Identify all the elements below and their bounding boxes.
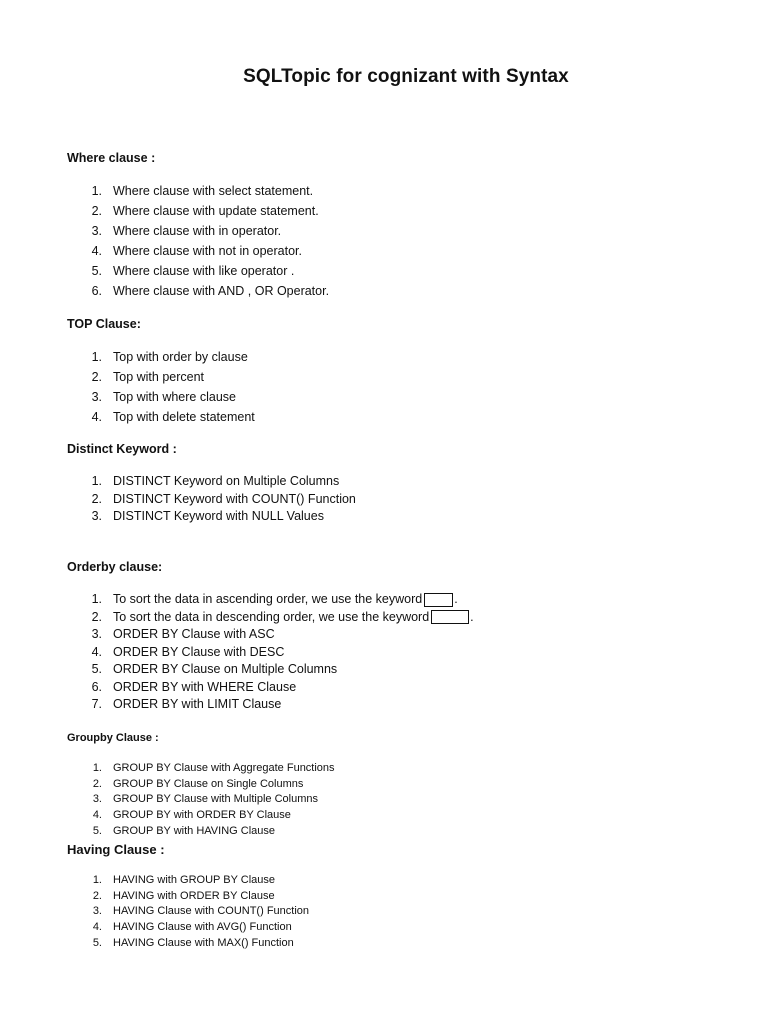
section-heading-distinct: Distinct Keyword : [67, 442, 177, 456]
answer-blank [424, 593, 453, 607]
section-heading-groupby: Groupby Clause : [67, 732, 159, 744]
page-title: SQLTopic for cognizant with Syntax [243, 66, 569, 87]
section-heading-top: TOP Clause: [67, 317, 141, 331]
section-heading-orderby: Orderby clause: [67, 560, 163, 574]
section-heading-having: Having Clause : [67, 842, 165, 857]
section-heading-where: Where clause : [67, 151, 156, 165]
answer-blank [431, 610, 469, 624]
